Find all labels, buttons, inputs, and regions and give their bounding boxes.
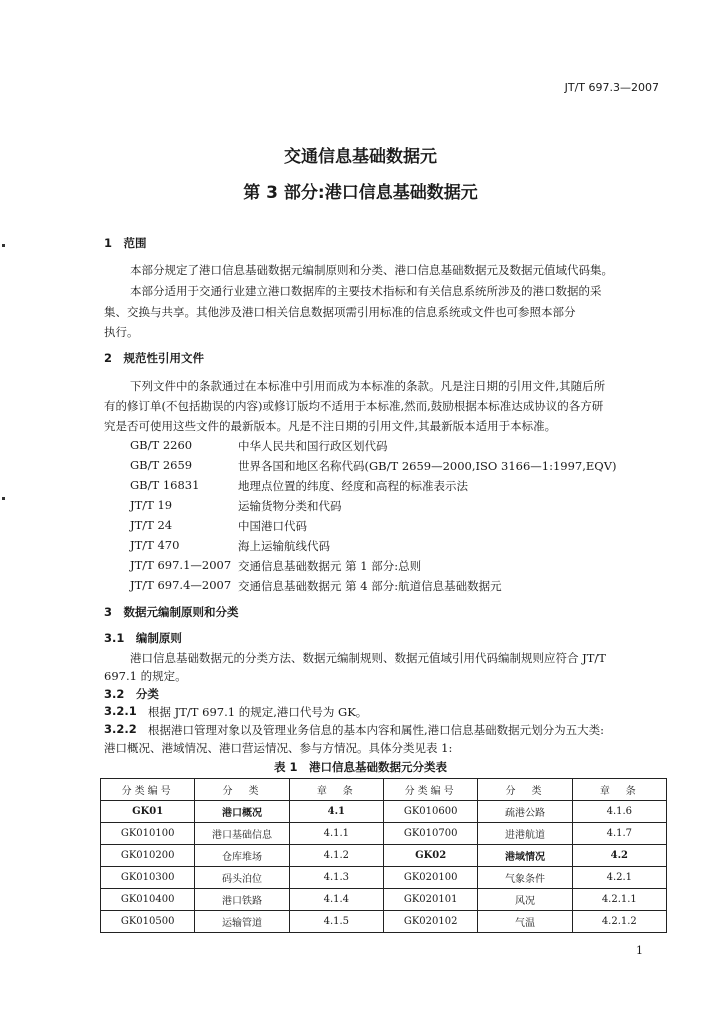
section-3-2-2-number: 3.2.2 xyxy=(104,722,137,736)
document-title: 交通信息基础数据元 xyxy=(284,147,437,167)
table-cell: 气温 xyxy=(478,911,572,933)
table-cell: 运输管道 xyxy=(195,911,289,933)
page-number: 1 xyxy=(636,944,643,957)
section-3-2-2-text-line-1: 根据港口管理对象以及管理业务信息的基本内容和属性,港口信息基础数据元划分为五大类: xyxy=(148,723,605,737)
table-header-row xyxy=(101,779,667,801)
table-row xyxy=(101,801,667,823)
table-cell: GK02 xyxy=(383,845,477,867)
section-3-heading: 3 数据元编制原则和分类 xyxy=(104,605,239,619)
reference-title: 世界各国和地区名称代码(GB/T 2659—2000,ISO 3166—1:1997,EQV) xyxy=(238,459,617,473)
table-cell: GK01 xyxy=(101,801,195,823)
table-cell: GK010500 xyxy=(101,911,195,933)
table-cell: GK020102 xyxy=(383,911,477,933)
section-3-2-1-number: 3.2.1 xyxy=(104,704,137,718)
reference-title: 交通信息基础数据元 第 4 部分:航道信息基础数据元 xyxy=(238,579,502,593)
section-2-paragraph-line-1: 下列文件中的条款通过在本标准中引用而成为本标准的条款。凡是注日期的引用文件,其随后所 xyxy=(130,379,606,393)
section-3-1-heading: 3.1 编制原则 xyxy=(104,631,182,645)
table-cell: GK010400 xyxy=(101,889,195,911)
table-cell: 仓库堆场 xyxy=(195,845,289,867)
reference-title: 中华人民共和国行政区划代码 xyxy=(238,439,388,453)
table-cell: 4.2.1 xyxy=(572,867,666,889)
table-cell: 4.2 xyxy=(572,845,666,867)
margin-mark xyxy=(2,244,5,247)
table-cell: 疏港公路 xyxy=(478,801,572,823)
column-header: 分类编号 xyxy=(101,779,195,801)
reference-code: JT/T 697.4—2007 xyxy=(130,578,232,592)
classification-table xyxy=(100,778,667,933)
table-cell: GK020100 xyxy=(383,867,477,889)
table-cell: 4.1.6 xyxy=(572,801,666,823)
reference-title: 地理点位置的纬度、经度和高程的标准表示法 xyxy=(238,479,468,493)
column-header: 分 类 xyxy=(195,779,289,801)
table-cell: 气象条件 xyxy=(478,867,572,889)
reference-title: 交通信息基础数据元 第 1 部分:总则 xyxy=(238,559,422,573)
section-1-paragraph-2-line-3: 执行。 xyxy=(104,325,139,339)
section-2-heading: 2 规范性引用文件 xyxy=(104,351,205,365)
table-cell: 进港航道 xyxy=(478,823,572,845)
table-cell: 港域情况 xyxy=(478,845,572,867)
table-cell: GK010600 xyxy=(383,801,477,823)
table-cell: 港口基础信息 xyxy=(195,823,289,845)
table-cell: 港口概况 xyxy=(195,801,289,823)
table-cell: 4.1.4 xyxy=(289,889,383,911)
section-1-paragraph-2-line-1: 本部分适用于交通行业建立港口数据库的主要技术指标和有关信息系统所涉及的港口数据的采 xyxy=(130,284,602,298)
section-1-paragraph-2-line-2: 集、交换与共享。其他涉及港口相关信息数据项需引用标准的信息系统或文件也可参照本部分 xyxy=(104,305,576,319)
reference-title: 中国港口代码 xyxy=(238,519,307,533)
section-3-1-paragraph-line-2: 697.1 的规定。 xyxy=(104,669,187,683)
table-cell: 4.1.3 xyxy=(289,867,383,889)
reference-code: GB/T 2260 xyxy=(130,438,193,452)
reference-code: JT/T 697.1—2007 xyxy=(130,558,232,572)
section-3-1-paragraph-line-1: 港口信息基础数据元的分类方法、数据元编制规则、数据元值域引用代码编制规则应符合 JT/T xyxy=(130,651,606,665)
section-2-paragraph-line-3: 究是否可使用这些文件的最新版本。凡是不注日期的引用文件,其最新版本适用于本标准。 xyxy=(104,419,557,433)
reference-code: JT/T 470 xyxy=(130,538,180,552)
reference-code: GB/T 2659 xyxy=(130,458,193,472)
reference-title: 运输货物分类和代码 xyxy=(238,499,342,513)
section-3-2-heading: 3.2 分类 xyxy=(104,687,159,701)
table-row xyxy=(101,845,667,867)
table-cell: 4.2.1.1 xyxy=(572,889,666,911)
table-cell: GK010200 xyxy=(101,845,195,867)
table-cell: 港口铁路 xyxy=(195,889,289,911)
section-1-heading: 1 范围 xyxy=(104,236,147,250)
table-row xyxy=(101,823,667,845)
table-cell: 4.2.1.2 xyxy=(572,911,666,933)
table-cell: 4.1.2 xyxy=(289,845,383,867)
reference-title: 海上运输航线代码 xyxy=(238,539,330,553)
table-cell: 4.1.5 xyxy=(289,911,383,933)
table-cell: 4.1 xyxy=(289,801,383,823)
part-title: 第 3 部分:港口信息基础数据元 xyxy=(243,183,478,203)
reference-code: JT/T 19 xyxy=(130,498,173,512)
section-3-2-1-text: 根据 JT/T 697.1 的规定,港口代号为 GK。 xyxy=(148,705,368,719)
table-caption: 表 1 港口信息基础数据元分类表 xyxy=(273,760,447,774)
table-cell: GK010700 xyxy=(383,823,477,845)
table-row xyxy=(101,911,667,933)
column-header: 分 类 xyxy=(478,779,572,801)
table-row xyxy=(101,889,667,911)
column-header: 章 条 xyxy=(572,779,666,801)
section-3-2-2-text-line-2: 港口概况、港域情况、港口营运情况、参与方情况。具体分类见表 1: xyxy=(104,741,453,755)
section-2-paragraph-line-2: 有的修订单(不包括勘误的内容)或修订版均不适用于本标准,然而,鼓励根据本标准达成协议的各方研 xyxy=(104,399,604,413)
table-cell: 4.1.7 xyxy=(572,823,666,845)
table-cell: 4.1.1 xyxy=(289,823,383,845)
table-cell: 风况 xyxy=(478,889,572,911)
margin-mark xyxy=(2,497,5,500)
standard-number: JT/T 697.3—2007 xyxy=(564,81,659,94)
reference-code: GB/T 16831 xyxy=(130,478,200,492)
section-1-paragraph-1: 本部分规定了港口信息基础数据元编制原则和分类、港口信息基础数据元及数据元值域代码集。 xyxy=(130,263,613,277)
table-row xyxy=(101,867,667,889)
table-cell: GK010300 xyxy=(101,867,195,889)
table-cell: GK020101 xyxy=(383,889,477,911)
reference-code: JT/T 24 xyxy=(130,518,173,532)
table-cell: 码头泊位 xyxy=(195,867,289,889)
table-cell: GK010100 xyxy=(101,823,195,845)
column-header: 分类编号 xyxy=(383,779,477,801)
column-header: 章 条 xyxy=(289,779,383,801)
